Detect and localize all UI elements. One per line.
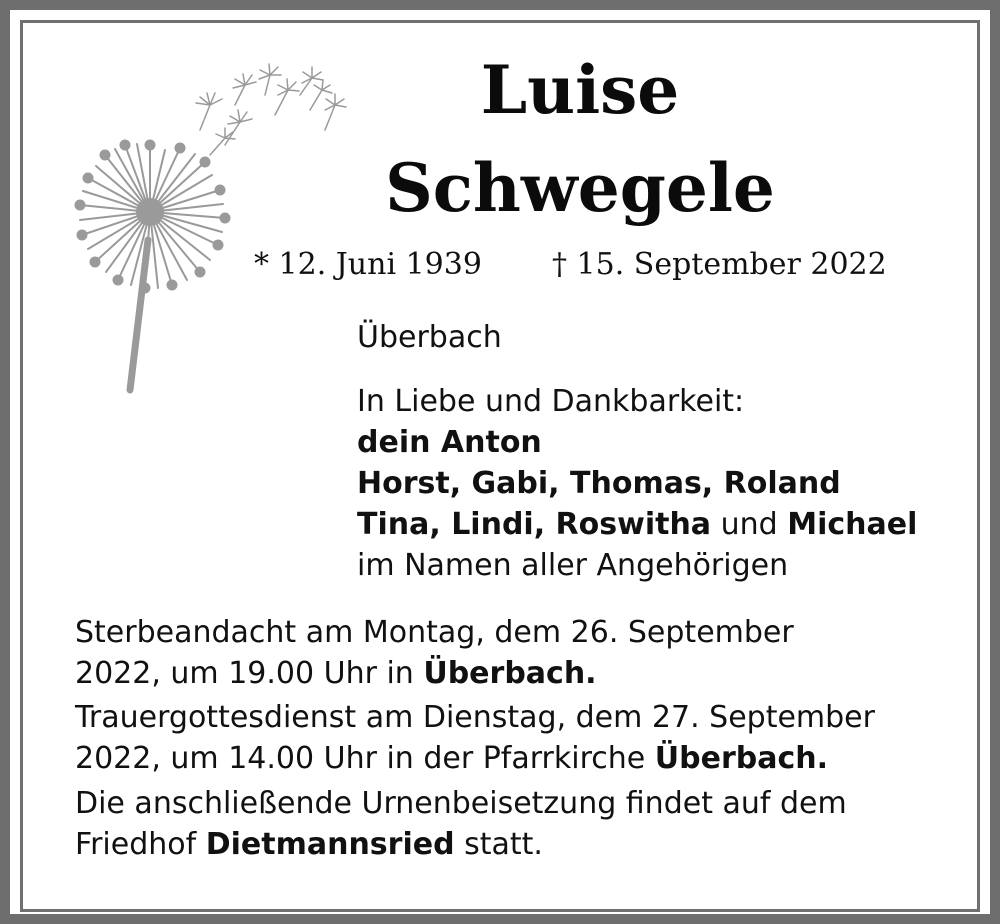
burial-notice <box>75 783 847 865</box>
first-name: Luise <box>480 51 680 129</box>
mourner-and: und <box>711 507 788 542</box>
mass-line2 <box>75 738 875 779</box>
mass-line1: Trauergottesdienst am Dienstag, dem 27. September <box>75 700 875 735</box>
burial-line1: Die anschließende Urnenbeisetzung findet auf dem <box>75 786 847 821</box>
vigil-place: Überbach. <box>423 656 597 691</box>
dandelion-icon <box>60 50 370 400</box>
burial-line2 <box>75 824 847 865</box>
mourners-block <box>357 381 917 586</box>
burial-place: Dietmannsried <box>205 827 455 862</box>
vigil-line1: Sterbeandacht am Montag, dem 26. September <box>75 615 794 650</box>
mourner-last: Michael <box>787 507 918 542</box>
mourners-relatives: im Namen aller Angehörigen <box>357 548 789 583</box>
mourner-children: Horst, Gabi, Thomas, Roland <box>357 466 841 501</box>
vigil-notice <box>75 612 794 694</box>
mourner-grandchildren-line <box>357 504 917 545</box>
burial-post: statt. <box>454 827 543 862</box>
residence: Überbach <box>357 320 502 355</box>
mourners-intro: In Liebe und Dankbarkeit: <box>357 384 745 419</box>
mourner-spouse: dein Anton <box>357 425 542 460</box>
mourner-grandchildren: Tina, Lindi, Roswitha <box>357 507 712 542</box>
vigil-time: 2022, um 19.00 Uhr in <box>75 656 424 691</box>
death-date: † 15. September 2022 <box>552 247 887 282</box>
mass-place: Überbach. <box>654 741 829 776</box>
mass-notice <box>75 697 875 779</box>
birth-date: * 12. Juni 1939 <box>254 247 482 282</box>
vigil-line2 <box>75 653 794 694</box>
mass-time: 2022, um 14.00 Uhr in der Pfarrkirche <box>75 741 655 776</box>
last-name: Schwegele <box>385 149 775 227</box>
burial-pre: Friedhof <box>75 827 206 862</box>
